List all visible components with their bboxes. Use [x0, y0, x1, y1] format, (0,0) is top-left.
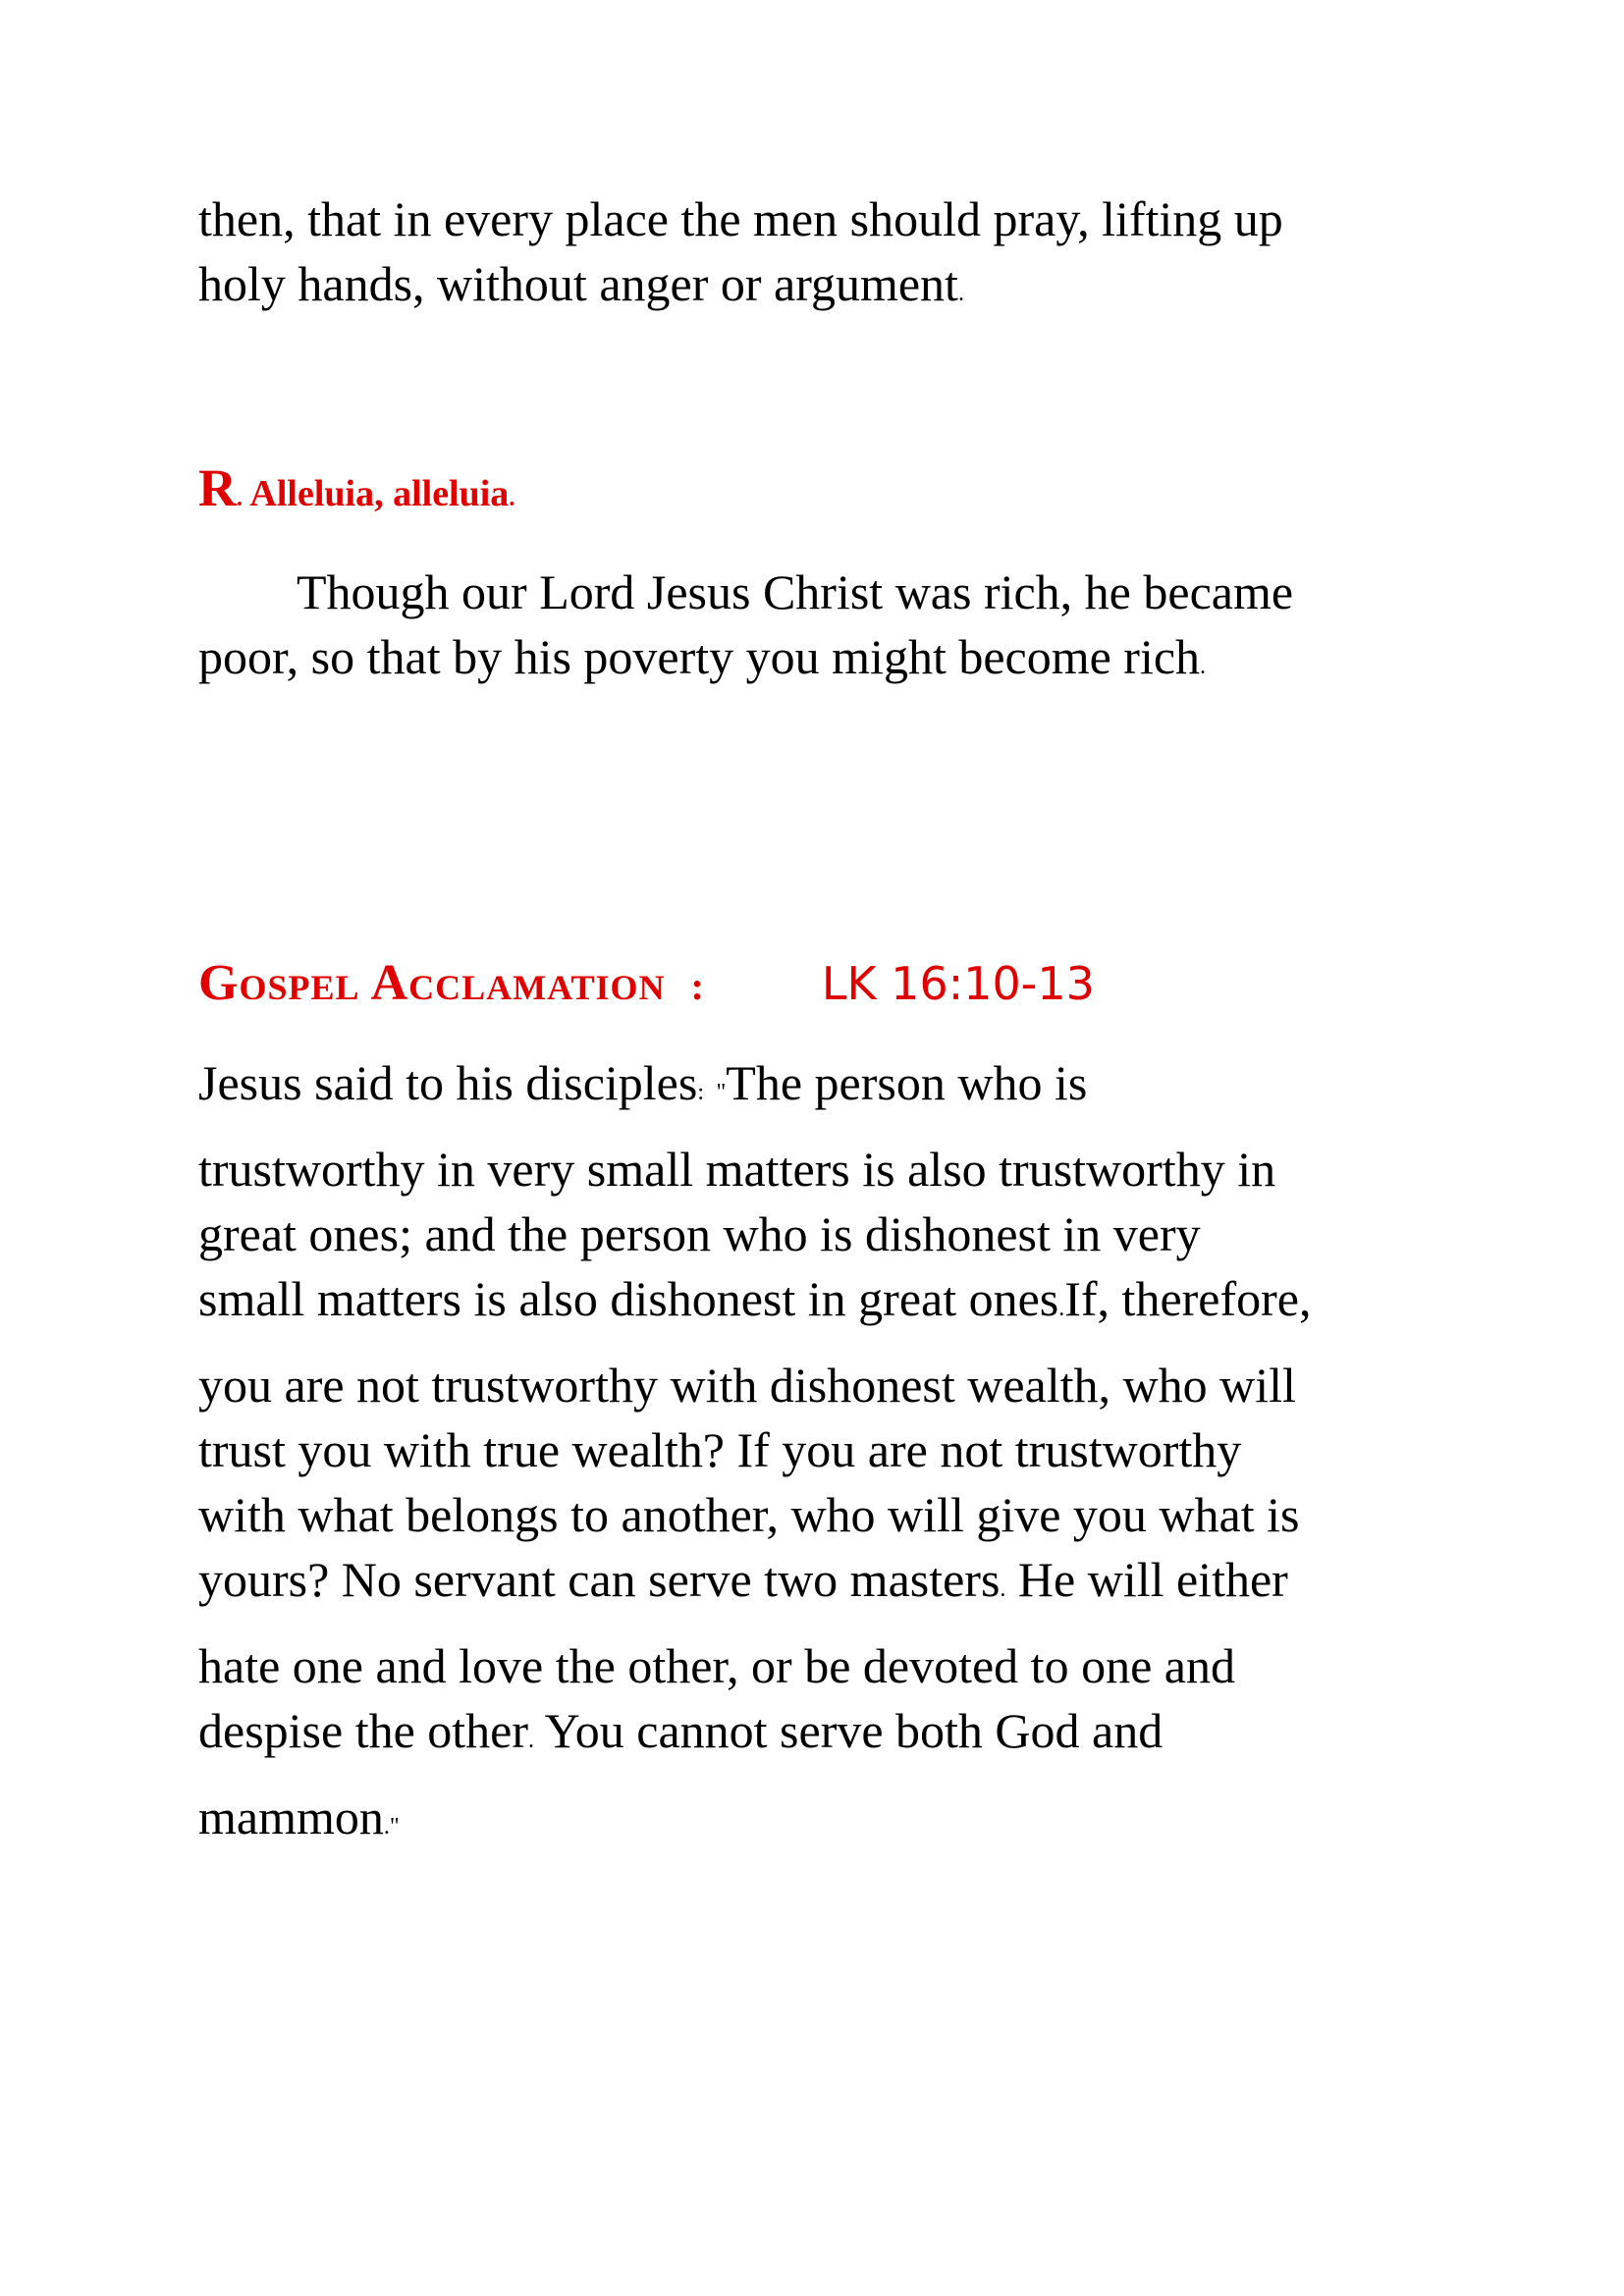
gospel-line-part: mammon	[198, 1789, 384, 1844]
gospel-line: trustworthy in very small matters is also trustworthy in	[198, 1142, 1276, 1197]
document-page	[198, 187, 1475, 1859]
gospel-line	[198, 1698, 1475, 1773]
response-text: Alleluia, alleluia	[249, 473, 510, 514]
verse-line: Though our Lord Jesus Christ was rich, he became	[297, 564, 1294, 619]
gospel-period: .	[1058, 1296, 1065, 1321]
verse-end-punct: .	[1200, 654, 1207, 679]
reading-line	[198, 251, 1475, 326]
response-end-punct: .	[509, 486, 515, 511]
gospel-close-quote: ."	[383, 1814, 400, 1840]
reading-end-punct: .	[957, 281, 964, 306]
gospel-line: great ones; and the person who is dishonest in very	[198, 1206, 1201, 1261]
gospel-line-part: Jesus said to his disciples	[198, 1055, 698, 1110]
response-alleluia	[198, 458, 1475, 528]
gospel-line-part: The person who is	[726, 1055, 1088, 1110]
reading-line: then, that in every place the men should pray, lifting up	[198, 191, 1283, 246]
gospel-line	[198, 1785, 1475, 1859]
gospel-line	[198, 1547, 1475, 1622]
gospel-line-part: You cannot serve both God and	[534, 1703, 1164, 1758]
gospel-line-part: He will either	[1005, 1552, 1288, 1607]
gospel-period: .	[1000, 1576, 1006, 1602]
response-letter-punct: .	[237, 486, 243, 511]
gospel-text	[198, 1050, 1475, 1859]
verse-line	[198, 624, 1475, 699]
gospel-line-part: despise the other	[198, 1703, 529, 1758]
gospel-colon: :	[697, 1080, 704, 1105]
gospel-heading	[198, 949, 1475, 1021]
gospel-line-part: small matters is also dishonest in great ones	[198, 1271, 1059, 1326]
gospel-line	[198, 1266, 1475, 1341]
gospel-open-quote: "	[716, 1080, 727, 1105]
gospel-line-part: If, therefore,	[1064, 1271, 1312, 1326]
gospel-period: .	[528, 1728, 535, 1753]
gospel-line	[198, 1050, 1475, 1125]
verse-line-text: poor, so that by his poverty you might become rich	[198, 629, 1201, 684]
acclamation-verse	[198, 560, 1475, 699]
response-letter: R	[198, 458, 237, 517]
gospel-line-part: yours? No servant can serve two masters	[198, 1552, 1001, 1607]
gospel-reference: LK 16:10-13	[821, 957, 1095, 1010]
gospel-heading-colon: :	[690, 964, 704, 1008]
continued-reading	[198, 187, 1475, 326]
gospel-line: trust you with true wealth? If you are not trustworthy	[198, 1422, 1242, 1477]
gospel-line: you are not trustworthy with dishonest wealth, who will	[198, 1358, 1296, 1413]
gospel-line: hate one and love the other, or be devoted to one and	[198, 1638, 1235, 1693]
gospel-line: with what belongs to another, who will give you what is	[198, 1487, 1300, 1542]
gospel-heading-title: Gospel Acclamation	[198, 955, 666, 1011]
reading-line-text: holy hands, without anger or argument	[198, 256, 958, 311]
